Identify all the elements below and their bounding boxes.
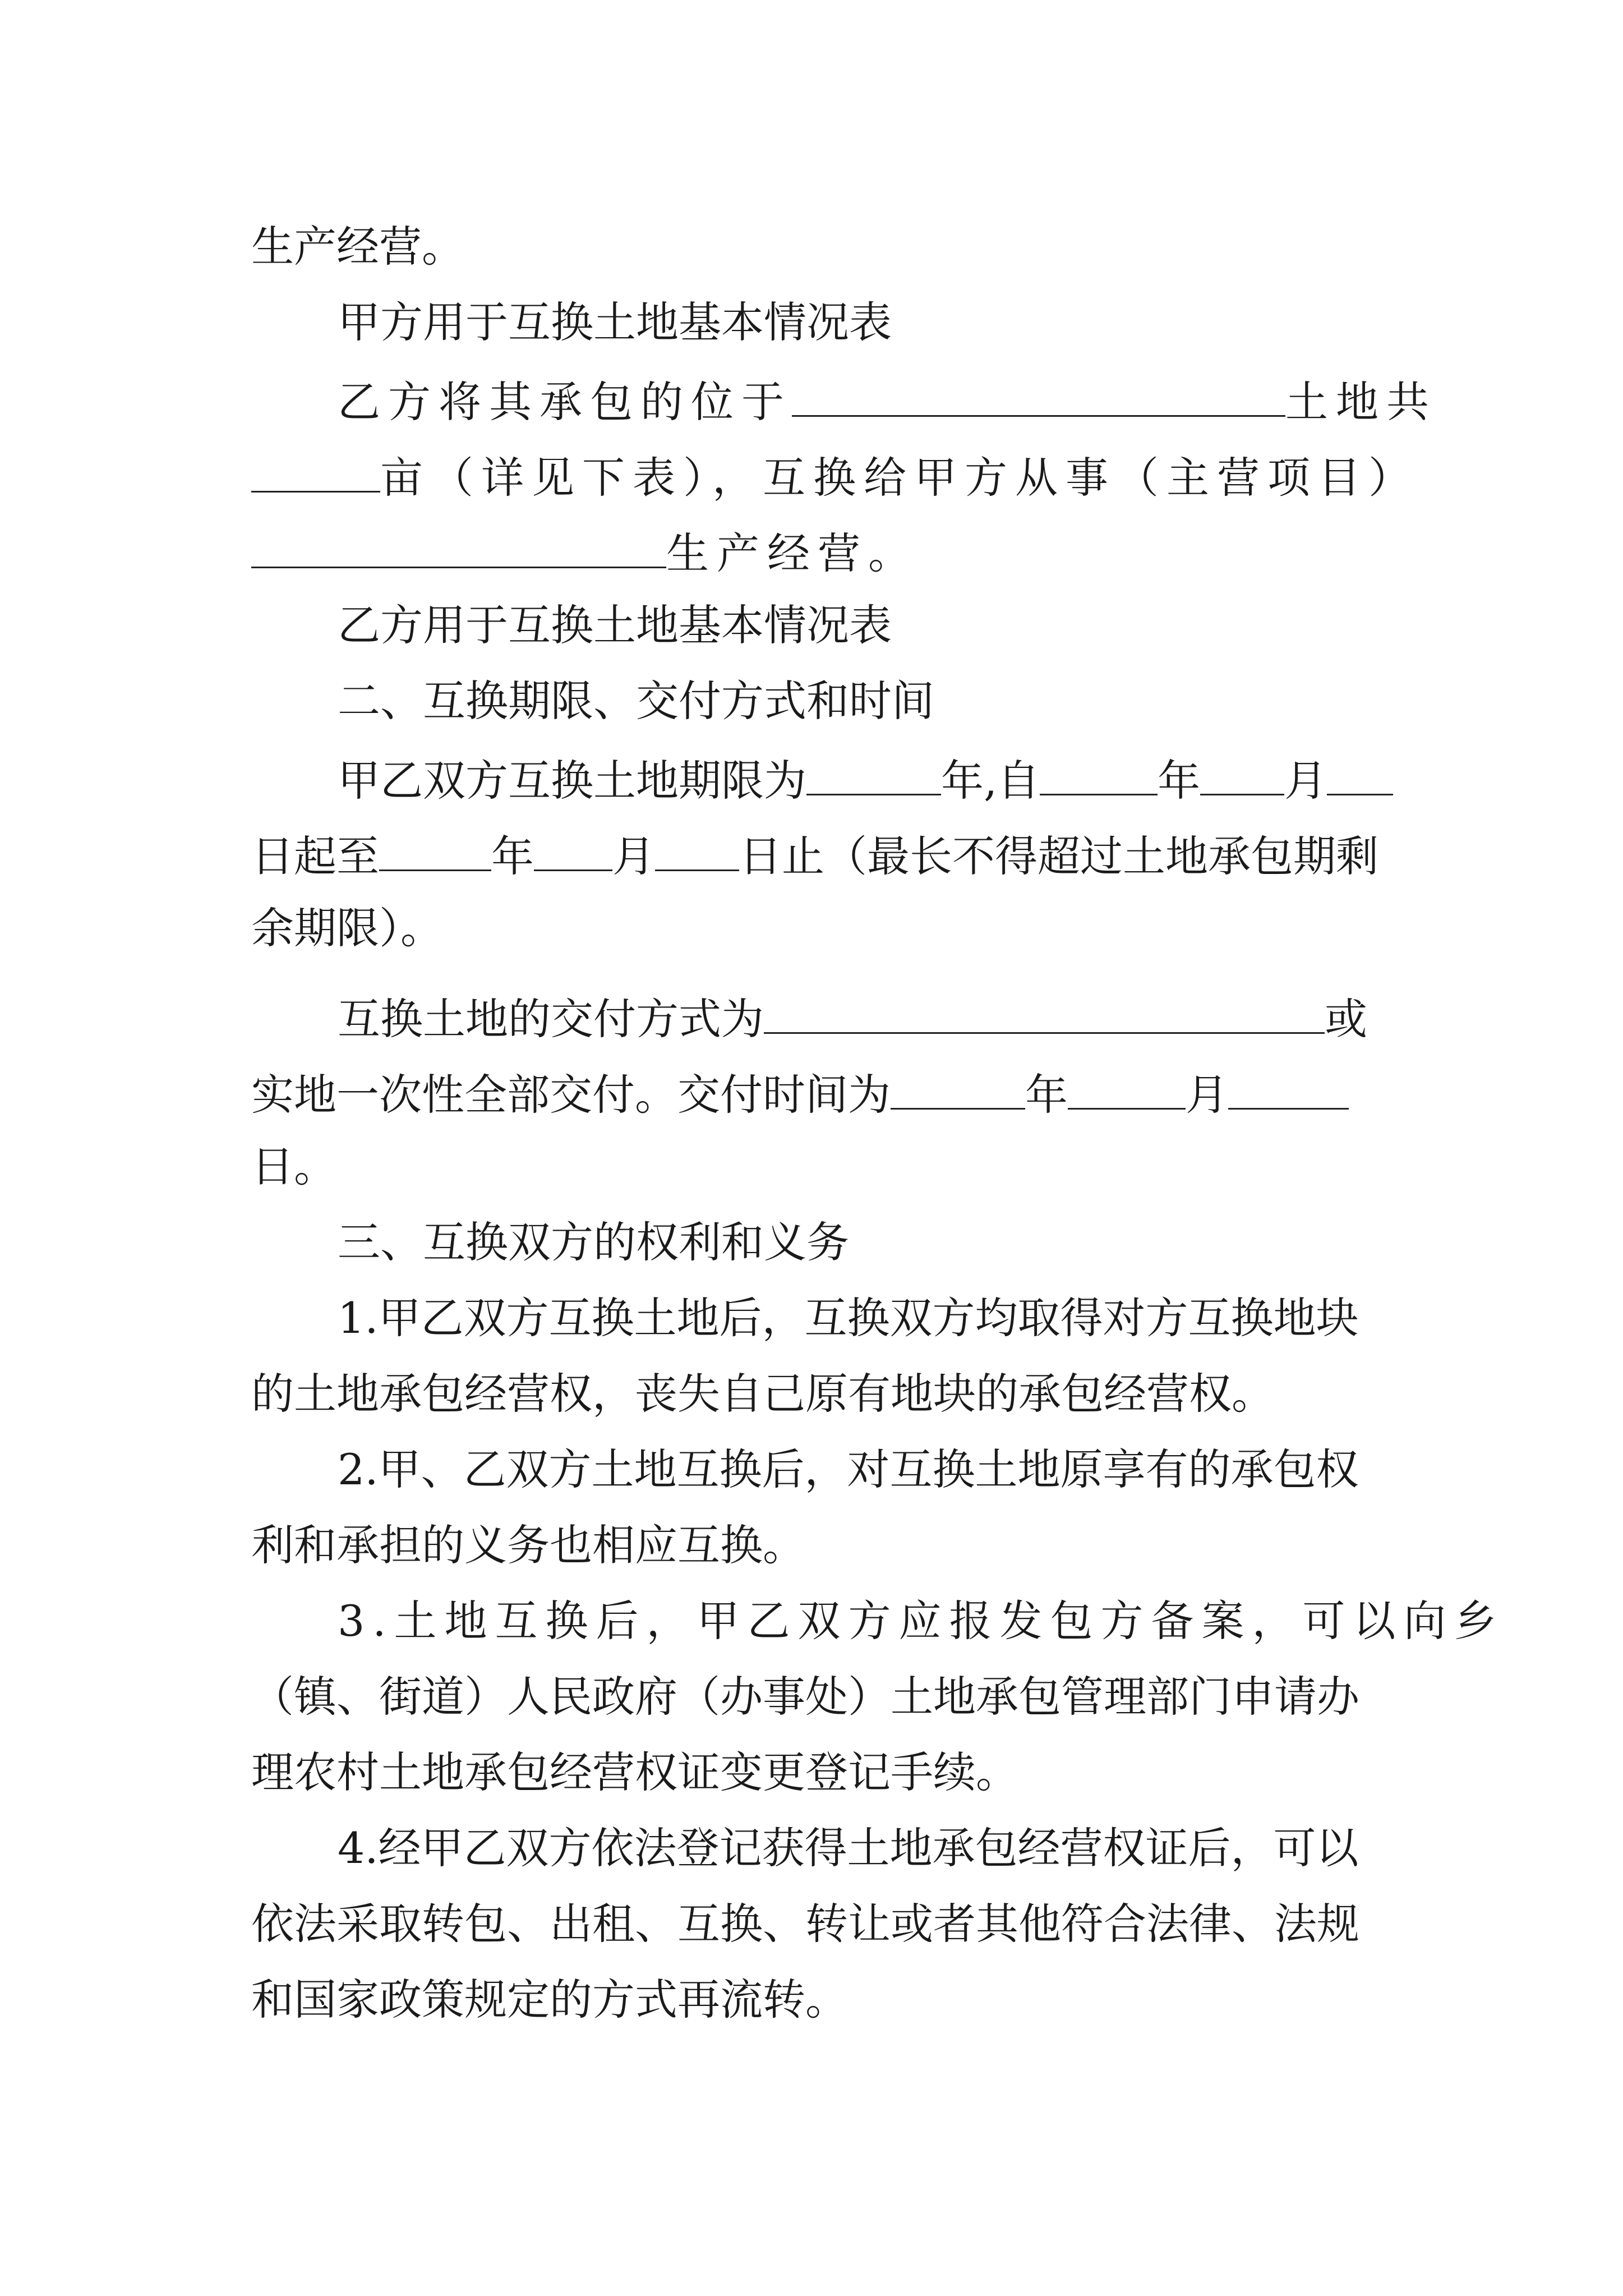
end-day-blank[interactable] [655, 825, 739, 871]
text-fragment: 4.经甲乙双方依法登记获得土地承包经营权证后，可以 [338, 1823, 1359, 1873]
delivery-month-blank[interactable] [1068, 1063, 1186, 1110]
text-fragment: （镇、街道）人民政府（办事处）土地承包管理部门申请办 [251, 1672, 1359, 1722]
paragraph-line [338, 1593, 1505, 1649]
text-fragment: 生产经营。 [251, 222, 464, 272]
text-fragment: 理农村土地承包经营权证变更登记手续。 [251, 1747, 1018, 1797]
paragraph-line [338, 987, 1367, 1043]
paragraph-line [251, 1669, 1359, 1725]
table-caption-party-a [338, 295, 892, 351]
text-fragment: 或 [1325, 994, 1367, 1044]
text-fragment: 乙方将其承包的位于 [338, 377, 792, 427]
text-fragment: 日起至 [251, 831, 379, 881]
paragraph-line [251, 1972, 848, 2028]
term-years-blank[interactable] [806, 749, 941, 795]
text-fragment: 1.甲乙双方互换土地后，互换双方均取得对方互换地块 [338, 1293, 1359, 1343]
start-day-blank[interactable] [1327, 749, 1393, 795]
paragraph-line [251, 1063, 1349, 1119]
text-fragment: 甲方用于互换土地基本情况表 [338, 297, 892, 347]
paragraph-line [251, 1896, 1359, 1952]
text-fragment: 二、互换期限、交付方式和时间 [338, 676, 934, 726]
text-fragment: 利和承担的义务也相应互换。 [251, 1520, 805, 1570]
paragraph-line [338, 1820, 1359, 1876]
text-fragment: 3.土地互换后，甲乙双方应报发包方备案，可以向乡 [338, 1596, 1505, 1646]
start-month-blank[interactable] [1200, 749, 1284, 795]
text-fragment: 月 [1284, 756, 1327, 806]
text-fragment: 土地共 [1285, 377, 1437, 427]
paragraph-line [338, 749, 1393, 805]
delivery-day-blank[interactable] [1228, 1063, 1349, 1110]
paragraph-line [338, 370, 1437, 426]
text-fragment: 互换土地的交付方式为 [338, 994, 764, 1044]
delivery-year-blank[interactable] [891, 1063, 1025, 1110]
text-fragment: 和国家政策规定的方式再流转。 [251, 1975, 848, 2024]
project-blank[interactable] [251, 522, 666, 568]
text-fragment: 年 [1158, 756, 1201, 806]
paragraph-line [251, 522, 919, 578]
text-fragment: 乙方用于互换土地基本情况表 [338, 600, 892, 650]
text-fragment: 月 [612, 831, 655, 881]
area-blank[interactable] [251, 446, 380, 493]
paragraph-line [338, 1290, 1359, 1346]
paragraph-line [251, 900, 443, 956]
text-fragment: 甲乙双方互换土地期限为 [338, 756, 806, 806]
text-fragment: 2.甲、乙双方土地互换后，对互换土地原享有的承包权 [338, 1444, 1359, 1494]
delivery-method-blank[interactable] [764, 987, 1325, 1034]
text-fragment: 年,自 [941, 756, 1040, 806]
text-fragment: 年 [1025, 1070, 1068, 1120]
text-fragment: 依法采取转包、出租、互换、转让或者其他符合法律、法规 [251, 1899, 1359, 1949]
end-month-blank[interactable] [534, 825, 612, 871]
end-year-blank[interactable] [379, 825, 491, 871]
text-fragment: 三、互换双方的权利和义务 [338, 1217, 849, 1267]
text-fragment: 的土地承包经营权，丧失自己原有地块的承包经营权。 [251, 1369, 1274, 1419]
text-fragment: 日。 [251, 1142, 336, 1191]
section-heading [338, 1214, 849, 1271]
text-fragment: 年 [491, 831, 534, 881]
text-fragment: 实地一次性全部交付。交付时间为 [251, 1070, 891, 1120]
paragraph-line [251, 825, 1378, 881]
paragraph-line [251, 1366, 1274, 1422]
table-caption-party-b [338, 597, 892, 654]
text-fragment: 余期限）。 [251, 903, 443, 953]
paragraph-line [251, 1745, 1018, 1801]
text-fragment: 月 [1186, 1070, 1228, 1120]
paragraph-line [251, 1139, 336, 1195]
location-blank[interactable] [792, 370, 1285, 417]
text-fragment: 日止（最长不得超过土地承包期剩 [739, 831, 1378, 881]
start-year-blank[interactable] [1040, 749, 1158, 795]
text-fragment: 亩（详见下表），互换给甲方从事（主营项目） [380, 453, 1419, 503]
paragraph-line [251, 219, 464, 275]
paragraph-line [251, 446, 1419, 502]
section-heading [338, 673, 934, 729]
paragraph-line [251, 1517, 805, 1573]
paragraph-line [338, 1442, 1359, 1498]
text-fragment: 生产经营。 [666, 528, 919, 578]
